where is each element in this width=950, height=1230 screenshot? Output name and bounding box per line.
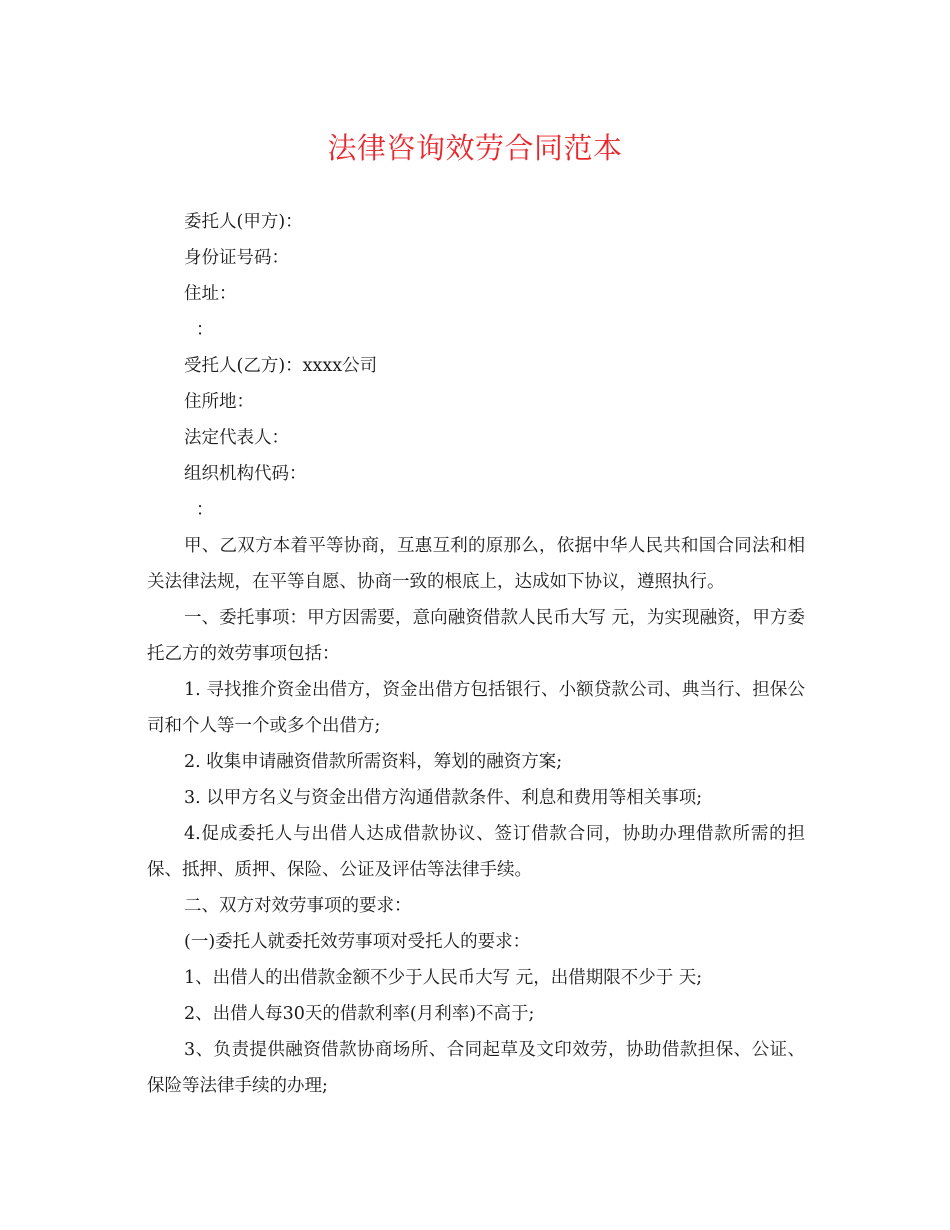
document-body [147, 204, 805, 1104]
paragraph-req-3: 3、负责提供融资借款协商场所、合同起草及文印效劳，协助借款担保、公证、保险等法律手续的办理; [147, 1040, 805, 1096]
paragraph-item-4: 4.促成委托人与出借人达成借款协议、签订借款合同，协助办理借款所需的担保、抵押、质押、保险、公证及评估等法律手续。 [147, 824, 805, 880]
field-address: 住址： [184, 284, 237, 304]
paragraph-item-1: 1. 寻找推介资金出借方，资金出借方包括银行、小额贷款公司、典当行、担保公司和个人等一个或多个出借方; [147, 680, 805, 736]
field-blank-1: ： [196, 320, 214, 340]
paragraph-subsection-1: (一)委托人就委托效劳事项对受托人的要求： [184, 932, 531, 952]
field-blank-2: ： [196, 500, 214, 520]
paragraph-item-3: 3. 以甲方名义与资金出借方沟通借款条件、利息和费用等相关事项; [184, 788, 703, 808]
paragraph-preamble: 甲、乙双方本着平等协商，互惠互利的原那么，依据中华人民共和国合同法和相关法律法规，在平等自愿、协商一致的根底上，达成如下协议，遵照执行。 [147, 536, 805, 592]
paragraph-section-1: 一、委托事项：甲方因需要，意向融资借款人民币大写 元，为实现融资，甲方委托乙方的效劳事项包括： [147, 608, 805, 664]
paragraph-req-1: 1、出借人的出借款金额不少于人民币大写 元，出借期限不少于 天; [184, 968, 703, 988]
field-id-number: 身份证号码： [184, 248, 289, 268]
field-trustee: 受托人(乙方)：xxxx公司 [184, 356, 378, 376]
paragraph-section-2: 二、双方对效劳事项的要求： [184, 896, 412, 916]
field-legal-rep: 法定代表人： [184, 428, 289, 448]
field-domicile: 住所地： [184, 392, 254, 412]
field-org-code: 组织机构代码： [184, 464, 307, 484]
field-client: 委托人(甲方)： [184, 212, 303, 232]
document-title: 法律咨询效劳合同范本 [327, 131, 623, 165]
paragraph-item-2: 2. 收集申请融资借款所需资料，筹划的融资方案; [184, 752, 563, 772]
paragraph-req-2: 2、出借人每30天的借款利率(月利率)不高于; [184, 1004, 535, 1024]
